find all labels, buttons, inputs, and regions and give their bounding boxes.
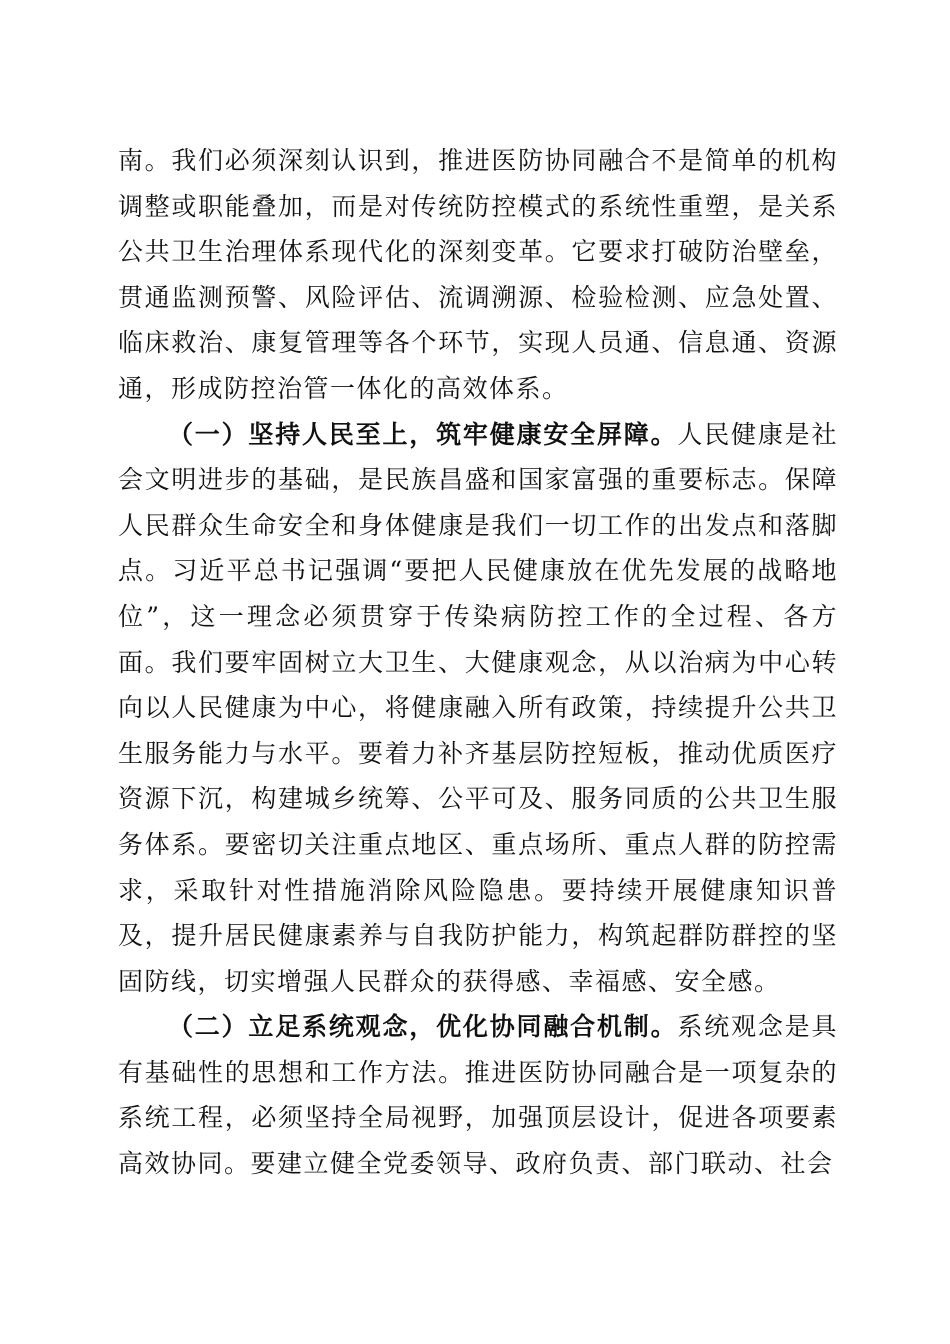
paragraph-text: 人民健康是社会文明进步的基础，是民族昌盛和国家富强的重要标志。保障人民群众生命安全和身体健康是我们一切工作的出发点和落脚点。习近平总书记强调“要把人民健康放在优先发展的战略地位”，这一理念必须贯穿于传染病防控工作的全过程、各方面。我们要牢固树立大卫生、大健康观念，从以治病为中心转向以人民健康为中心，将健康融入所有政策，持续提升公共卫生服务能力与水平。要着力补齐基层防控短板，推动优质医疗资源下沉，构建城乡统筹、公平可及、服务同质的公共卫生服务体系。要密切关注重点地区、重点场所、重点人群的防控需求，采取针对性措施消除风险隐患。要持续开展健康知识普及，提升居民健康素养与自我防护能力，构筑起群防群控的坚固防线，切实增强人民群众的获得感、幸福感、安全感。 — [118, 419, 838, 996]
paragraph-section-2 — [118, 1004, 838, 1186]
paragraph-text: 系统观念是具有基础性的思想和工作方法。推进医防协同融合是一项复杂的系统工程，必须坚持全局视野，加强顶层设计，促进各项要素高效协同。要建立健全党委领导、政府负责、部门联动、社会 — [118, 1012, 838, 1179]
document-body — [118, 138, 838, 1187]
paragraph-section-1 — [118, 412, 838, 1005]
paragraph-text: 南。我们必须深刻认识到，推进医防协同融合不是简单的机构调整或职能叠加，而是对传统防控模式的系统性重塑，是关系公共卫生治理体系现代化的深刻变革。它要求打破防治壁垒，贯通监测预警、风险评估、流调溯源、检验检测、应急处置、临床救治、康复管理等各个环节，实现人员通、信息通、资源通，形成防控治管一体化的高效体系。 — [118, 146, 838, 403]
paragraph-continuation — [118, 138, 838, 412]
section-heading: （一）坚持人民至上，筑牢健康安全屏障。 — [168, 419, 678, 449]
section-heading: （二）立足系统观念，优化协同融合机制。 — [168, 1012, 678, 1042]
